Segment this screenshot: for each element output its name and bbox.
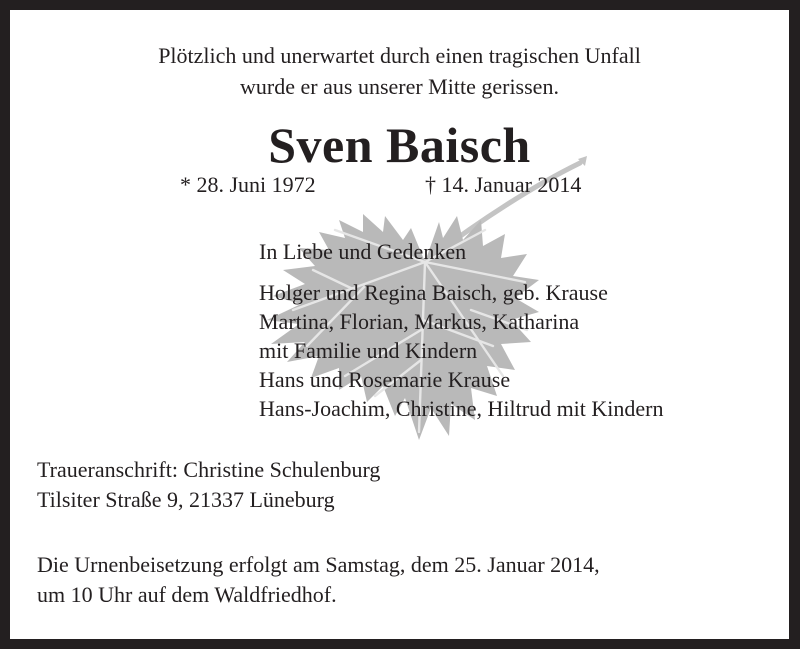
intro-line: wurde er aus unserer Mitte gerissen. <box>240 74 559 99</box>
ceremony-line: um 10 Uhr auf dem Waldfriedhof. <box>37 582 337 607</box>
mourner-line: Holger und Regina Baisch, geb. Krause <box>259 280 608 305</box>
address-line: Traueranschrift: Christine Schulenburg <box>37 457 381 482</box>
mourner-line: mit Familie und Kindern <box>259 338 478 363</box>
mourner-line: Martina, Florian, Markus, Katharina <box>259 309 580 334</box>
address-line: Tilsiter Straße 9, 21337 Lüneburg <box>37 487 335 512</box>
ceremony-info <box>37 550 600 610</box>
deceased-name: Sven Baisch <box>268 117 531 173</box>
mourner-line: Hans-Joachim, Christine, Hiltrud mit Kindern <box>259 396 664 421</box>
death-date: † 14. Januar 2014 <box>425 172 582 197</box>
ceremony-line: Die Urnenbeisetzung erfolgt am Samstag, dem 25. Januar 2014, <box>37 552 600 577</box>
birth-date: * 28. Juni 1972 <box>180 172 316 197</box>
obituary-notice <box>10 10 789 639</box>
intro-text <box>10 40 789 102</box>
mourners-list <box>259 278 664 423</box>
mourners-heading: In Liebe und Gedenken <box>259 239 467 264</box>
mourning-address <box>37 455 380 515</box>
mourner-line: Hans und Rosemarie Krause <box>259 367 511 392</box>
intro-line: Plötzlich und unerwartet durch einen tragischen Unfall <box>158 43 641 68</box>
